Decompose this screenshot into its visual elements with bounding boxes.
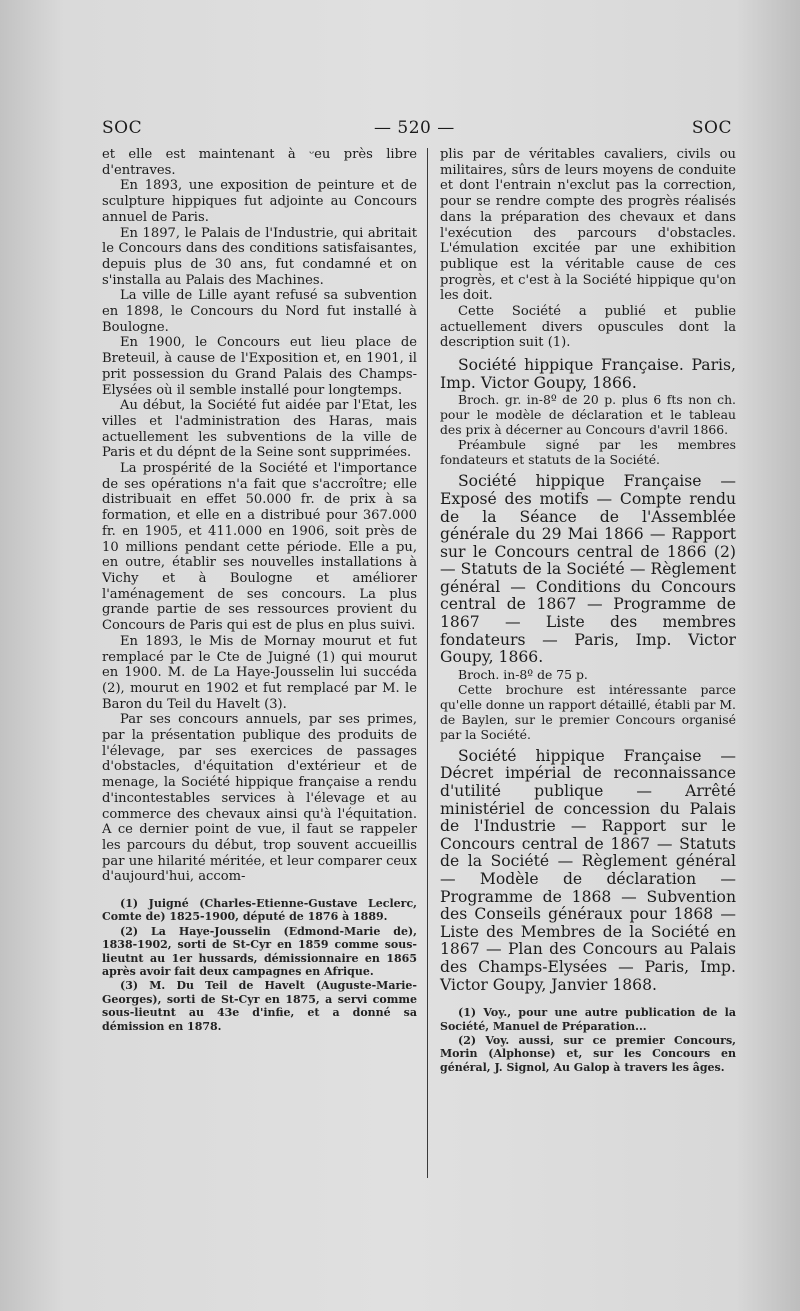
paragraph: et elle est maintenant à ᵕeu près libre d'entraves. bbox=[102, 147, 417, 178]
footnote: (2) Voy. aussi, sur ce premier Concours, Morin (Alphonse) et, sur les Concours en général, J. Signol, Au Galop à travers les âges. bbox=[440, 1033, 736, 1074]
left-footnotes bbox=[102, 897, 417, 1033]
paragraph: En 1897, le Palais de l'Industrie, qui abritait le Concours dans des conditions satisfaisantes, depuis plus de 30 ans, fut condamné et on s'installa au Palais des Machines. bbox=[102, 225, 417, 288]
paragraph: La ville de Lille ayant refusé sa subvention en 1898, le Concours du Nord fut installé à Boulogne. bbox=[102, 288, 417, 335]
paragraph: Par ses concours annuels, par ses primes, par la présentation publique des produits de l'élevage, par ses exercices de passages d'obstacles, d'équitation d'extérieur et de menage, la Société hippique française a rendu d'incontestables services à l'élevage et au commerce des chevaux ainsi qu'à l'équitation. A ce dernier point de vue, il faut se rappeler les parcours du début, trop souvent accueillis par une hilarité méritée, et leur comparer ceux d'aujourd'hui, accom- bbox=[102, 712, 417, 885]
column-divider bbox=[427, 148, 428, 1178]
entry-note: Préambule signé par les membres fondateurs et statuts de la Société. bbox=[440, 437, 736, 468]
bibliography-entry-title: Société hippique Française. Paris, Imp. Victor Goupy, 1866. bbox=[440, 356, 736, 392]
page-header bbox=[102, 118, 732, 142]
paragraph: En 1900, le Concours eut lieu place de Breteuil, à cause de l'Exposition et, en 1901, il prit possession du Grand Palais des Champs-Elysées où il semble installé pour longtemps. bbox=[102, 335, 417, 398]
footnote: (1) Juigné (Charles-Etienne-Gustave Leclerc, Comte de) 1825-1900, député de 1876 à 1889. bbox=[102, 897, 417, 924]
page-number: — 520 — bbox=[374, 118, 455, 138]
right-column bbox=[440, 147, 736, 1074]
paragraph: Au début, la Société fut aidée par l'Etat, les villes et l'administration des Haras, mais actuellement les subventions de la ville de Paris et du dépnt de la Seine sont supprimées. bbox=[102, 398, 417, 461]
footnote: (2) La Haye-Jousselin (Edmond-Marie de), 1838-1902, sorti de St-Cyr en 1859 comme sous-lieutnt au 1er hussards, démissionnaire en 1865 après avoir fait deux campagnes en Afrique. bbox=[102, 924, 417, 979]
right-footnotes bbox=[440, 1006, 736, 1074]
bibliography-entry-title: Société hippique Française — Décret impérial de reconnaissance d'utilité publique — Arrêté ministériel de concession du Palais de l'Industrie — Rapport sur le Concours central de 1867 — Statuts de la Société — Règlement général — Modèle de déclaration — Programme de 1868 — Subvention des Conseils généraux pour 1868 — Liste des Membres de la Société en 1867 — Plan des Concours au Palais des Champs-Elysées — Paris, Imp. Victor Goupy, Janvier 1868. bbox=[440, 746, 736, 994]
entry-note: Broch. in-8º de 75 p. bbox=[458, 666, 588, 682]
paragraph: Cette Société a publié et publie actuellement divers opuscules dont la description suit (1). bbox=[440, 304, 736, 351]
paragraph: En 1893, une exposition de peinture et de sculpture hippiques fut adjointe au Concours annuel de Paris. bbox=[102, 178, 417, 225]
footnote: (3) M. Du Teil de Havelt (Auguste-Marie-Georges), sorti de St-Cyr en 1875, a servi comme sous-lieutnt au 43e d'infie, et a donné sa démission en 1878. bbox=[102, 979, 417, 1033]
paragraph: La prospérité de la Société et l'importance de ses opérations n'a fait que s'accroître; elle distribuait en effet 50.000 fr. de prix à sa formation, et elle en a distribué pour 367.000 fr. en 1905, et 411.000 en 1906, soit près de 10 millions pendant cette période. Elle a pu, en outre, établir ses nouvelles installations à Vichy et à Boulogne et améliorer l'aménagement de ses concours. La plus grande partie de ses ressources provient du Concours de Paris qui est de plus en plus suivi. bbox=[102, 461, 417, 634]
entry-note: Broch. gr. in-8º de 20 p. plus 6 fts non ch. pour le modèle de déclaration et le tableau des prix à décerner au Concours d'avril 1866. bbox=[440, 392, 736, 438]
footnote: (1) Voy., pour une autre publication de la Société, Manuel de Préparation... bbox=[440, 1006, 736, 1033]
paragraph: plis par de véritables cavaliers, civils ou militaires, sûrs de leurs moyens de conduite et dont l'entrain n'exclut pas la correction, pour se rendre compte des progrès réalisés dans la préparation des chevaux et dans l'exécution des parcours d'obstacles. L'émulation excitée par une exhibition publique est la véritable cause de ces progrès, et c'est à la Société hippique qu'on les doit. bbox=[440, 147, 736, 304]
left-column bbox=[102, 147, 417, 1033]
header-left-title: SOC bbox=[102, 118, 143, 138]
paragraph: En 1893, le Mis de Mornay mourut et fut remplacé par le Cte de Juigné (1) qui mourut en 1900. M. de La Haye-Jousselin lui succéda (2), mourut en 1902 et fut remplacé par M. le Baron du Teil du Havelt (3). bbox=[102, 633, 417, 712]
bibliography-entry-title: Société hippique Française — Exposé des motifs — Compte rendu de la Séance de l'Assemblée générale du 29 Mai 1866 — Rapport sur le Concours central de 1866 (2) — Statuts de la Société — Règlement général — Conditions du Concours central de 1867 — Programme de 1867 — Liste des membres fondateurs — Paris, Imp. Victor Goupy, 1866. bbox=[440, 472, 736, 667]
header-right-title: SOC bbox=[691, 118, 732, 138]
entry-note: Cette brochure est intéressante parce qu'elle donne un rapport détaillé, établi par M. de Baylen, sur le premier Concours organisé par la Société. bbox=[440, 681, 736, 742]
